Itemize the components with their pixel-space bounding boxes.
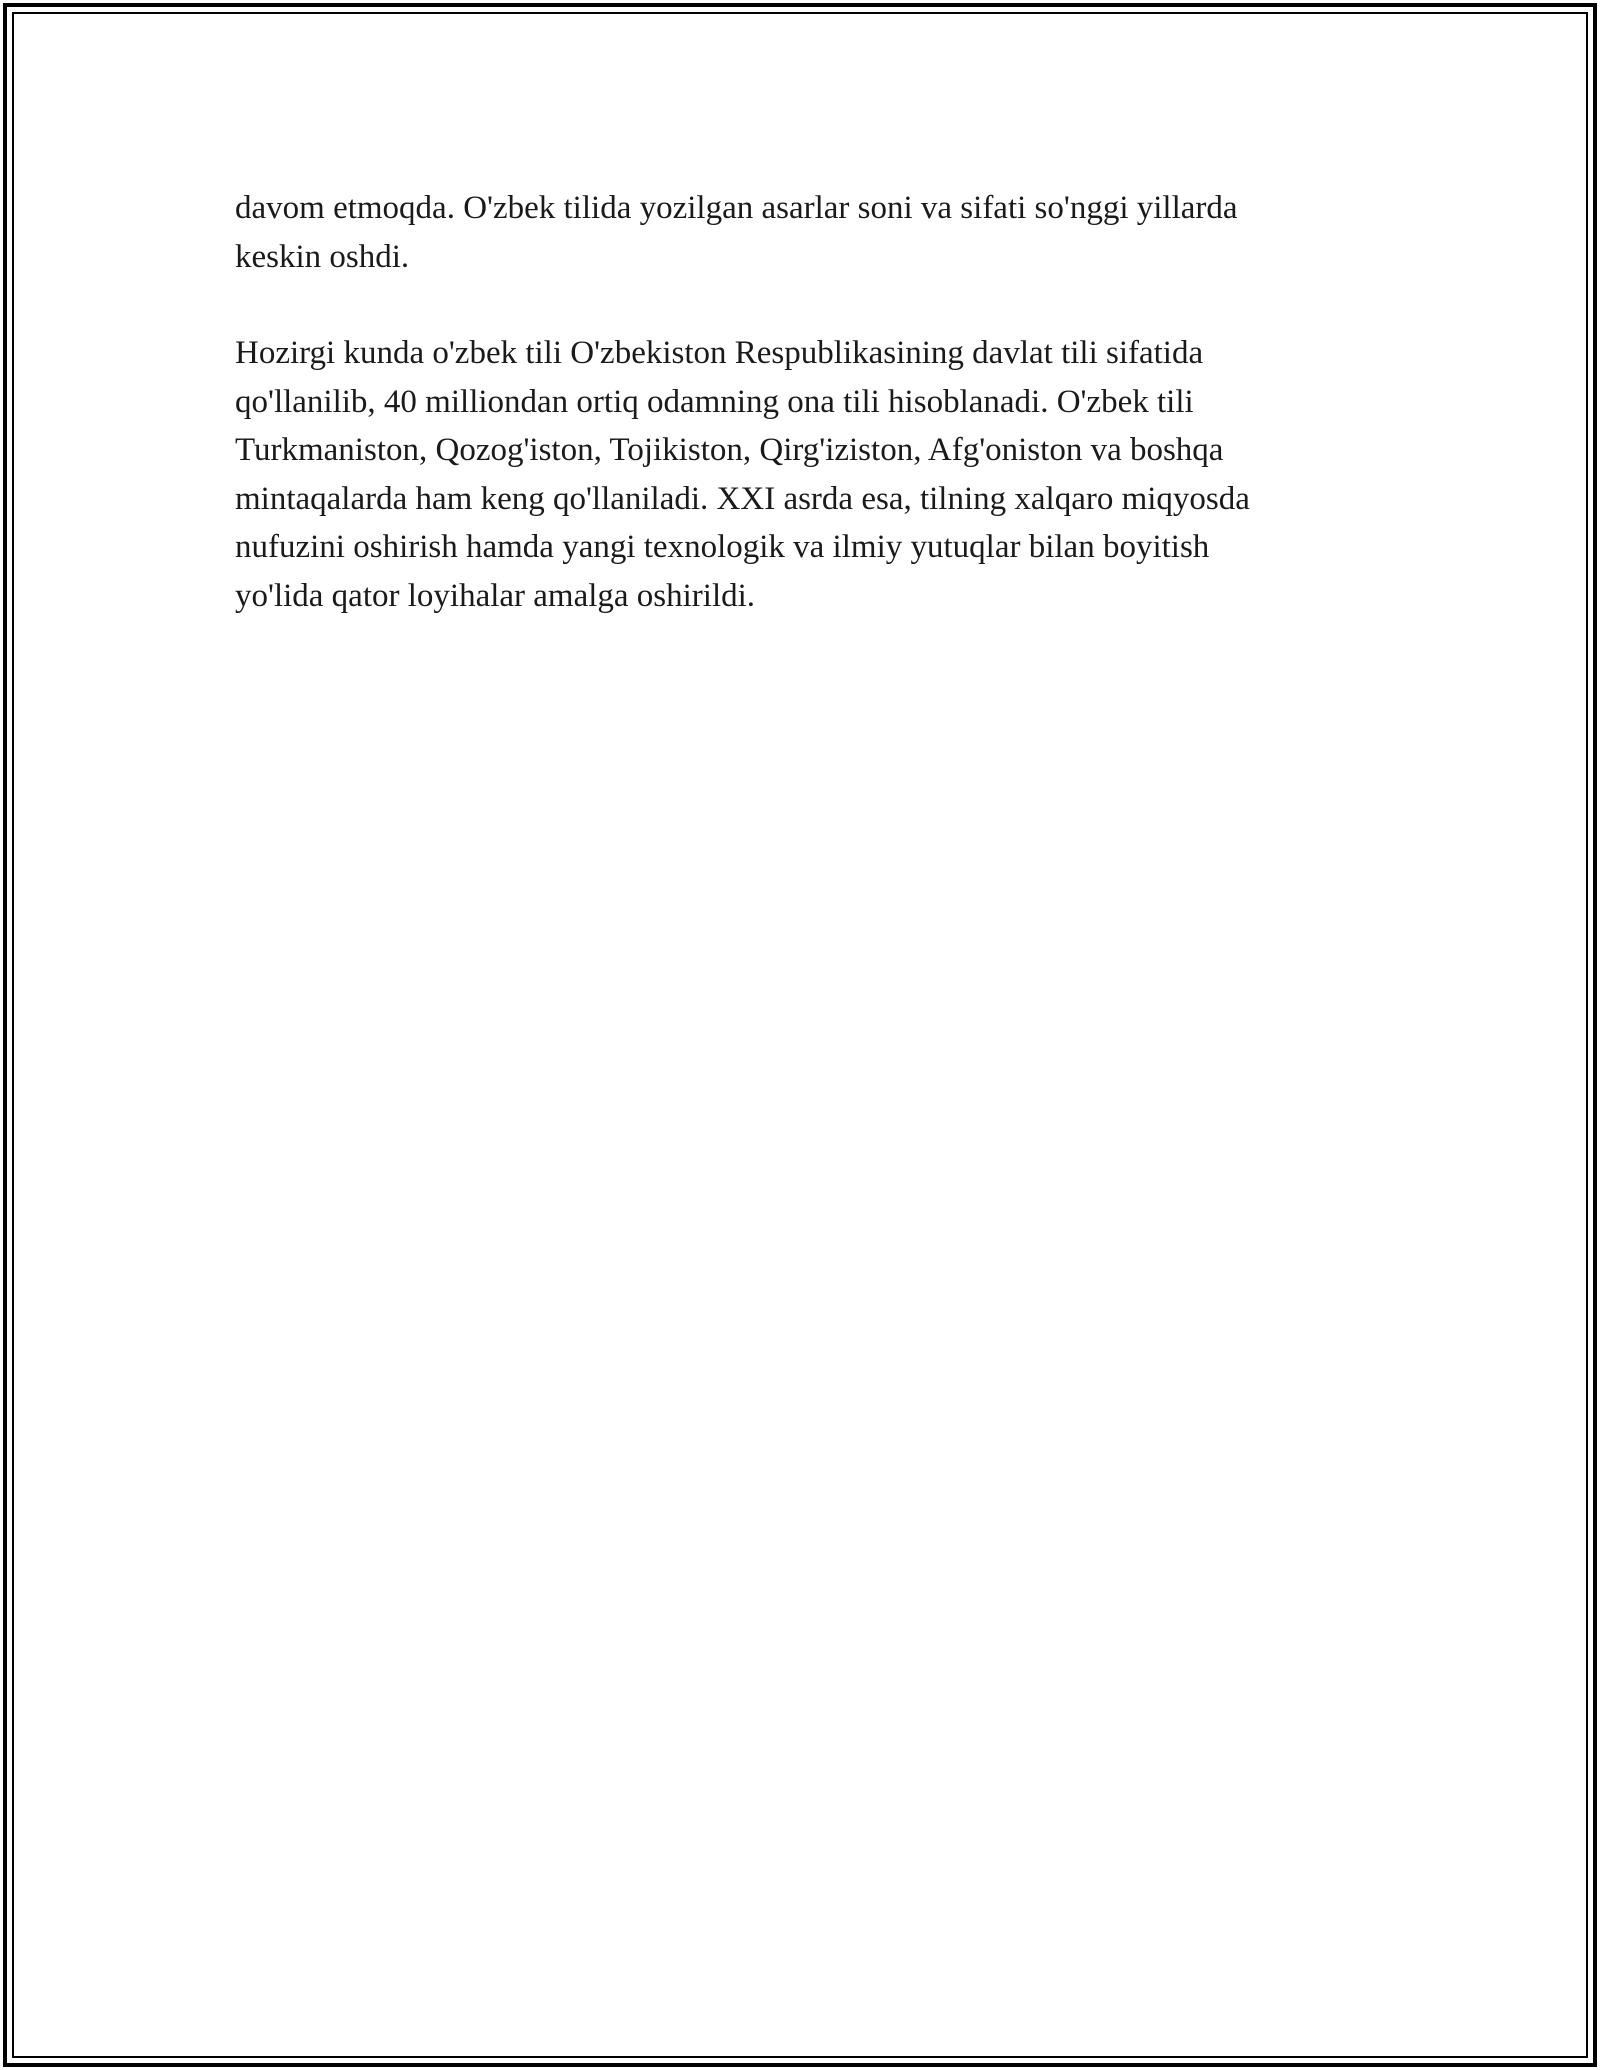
paragraph-2 [235,329,1395,620]
paragraph-line: yo'lida qator loyihalar amalga oshirildi. [235,577,756,614]
paragraph-line: davom etmoqda. O'zbek tilida yozilgan asarlar soni va sifati so'nggi yillarda [235,190,1238,226]
paragraph-line: Hozirgi kunda o'zbek tili O'zbekiston Respublikasining davlat tili sifatida [235,335,1204,371]
paragraph-line: qo'llanilib, 40 milliondan ortiq odamning ona tili hisoblanadi. O'zbek tili [235,383,1194,420]
paragraph-1 [235,184,1395,281]
document-body [235,184,1395,668]
paragraph-line: nufuzini oshirish hamda yangi texnologik va ilmiy yutuqlar bilan boyitish [235,529,1210,565]
paragraph-line: keskin oshdi. [235,238,410,275]
paragraph-line: Turkmaniston, Qozog'iston, Tojikiston, Qirg'iziston, Afg'oniston va boshqa [235,432,1224,468]
paragraph-line: mintaqalarda ham keng qo'llaniladi. XXI asrda esa, tilning xalqaro miqyosda [235,480,1250,517]
